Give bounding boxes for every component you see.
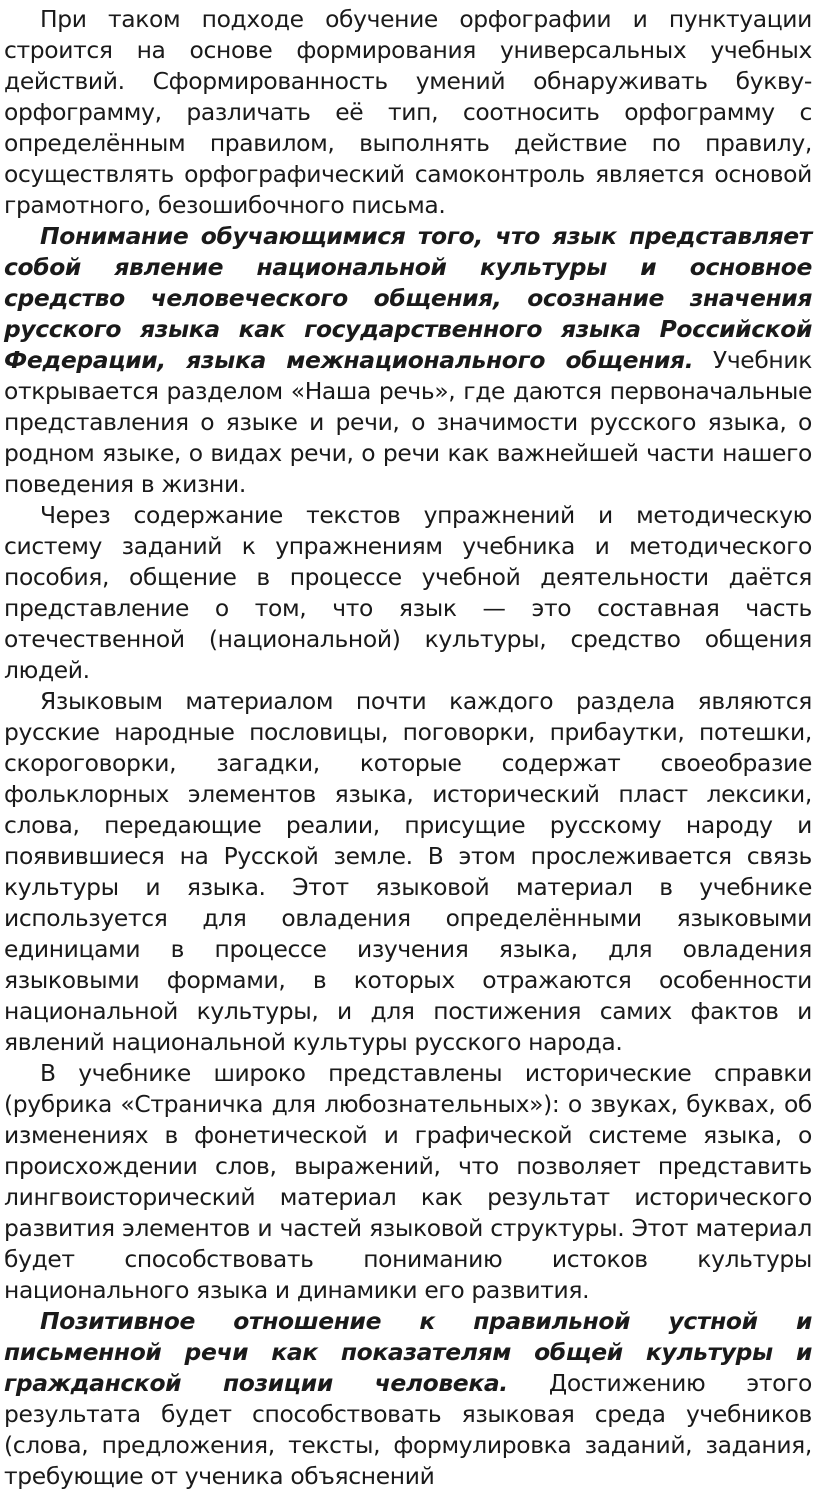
paragraph-6-text: Достижению этого результата будет способствовать языковая среда учебников (слова, предложения, тексты, формулировка заданий, задания, требующие от ученика объяснений xyxy=(4,1369,812,1490)
paragraph-1 xyxy=(4,4,812,221)
paragraph-6-emphasis: Позитивное отношение к правильной устной и письменной речи как показателям общей культуры и гражданской позиции человека. xyxy=(4,1307,812,1397)
paragraph-5 xyxy=(4,1058,812,1306)
paragraph-4 xyxy=(4,686,812,1058)
paragraph-2-text: Учебник открывается разделом «Наша речь», где даются первоначальные представления о языке и речи, о значимости русского языка, о родном языке, о видах речи, о речи как важнейшей части нашего поведения в жизни. xyxy=(4,346,812,498)
paragraph-3 xyxy=(4,500,812,686)
paragraph-6 xyxy=(4,1306,812,1492)
paragraph-4-text: Языковым материалом почти каждого раздела являются русские народные пословицы, поговорки, прибаутки, потешки, скороговорки, загадки, которые содержат своеобразие фольклорных элементов языка, исторический пласт лексики, слова, передающие реалии, присущие русскому народу и появившиеся на Русской земле. В этом прослеживается связь культуры и языка. Этот языковой материал в учебнике используется для овладения определёнными языковыми единицами в процессе изучения языка, для овладения языковыми формами, в которых отражаются особенности национальной культуры, и для постижения самих фактов и явлений национальной культуры русского народа. xyxy=(4,687,812,1056)
paragraph-2-emphasis: Понимание обучающимися того, что язык представляет собой явление национальной культуры и основное средство человеческого общения, осознание значения русского языка как государственного языка Российской Федерации, языка межнационального общения. xyxy=(4,222,812,374)
paragraph-1-text: При таком подходе обучение орфографии и пунктуации строится на основе формирования универсальных учебных действий. Сформированность умений обнаруживать букву-орфограмму, различать её тип, соотносить орфограмму с определённым правилом, выполнять действие по правилу, осуществлять орфографический самоконтроль является основой грамотного, безошибочного письма. xyxy=(4,5,812,219)
paragraph-3-text: Через содержание текстов упражнений и методическую систему заданий к упражнениям учебника и методического пособия, общение в процессе учебной деятельности даётся представление о том, что язык — это составная часть отечественной (национальной) культуры, средство общения людей. xyxy=(4,501,812,684)
paragraph-2 xyxy=(4,221,812,500)
paragraph-5-text: В учебнике широко представлены исторические справки (рубрика «Страничка для любознательных»): о звуках, буквах, об изменениях в фонетической и графической системе языка, о происхождении слов, выражений, что позволяет представить лингвоисторический материал как результат исторического развития элементов и частей языковой структуры. Этот материал будет способствовать пониманию истоков культуры национального языка и динамики его развития. xyxy=(4,1059,812,1304)
